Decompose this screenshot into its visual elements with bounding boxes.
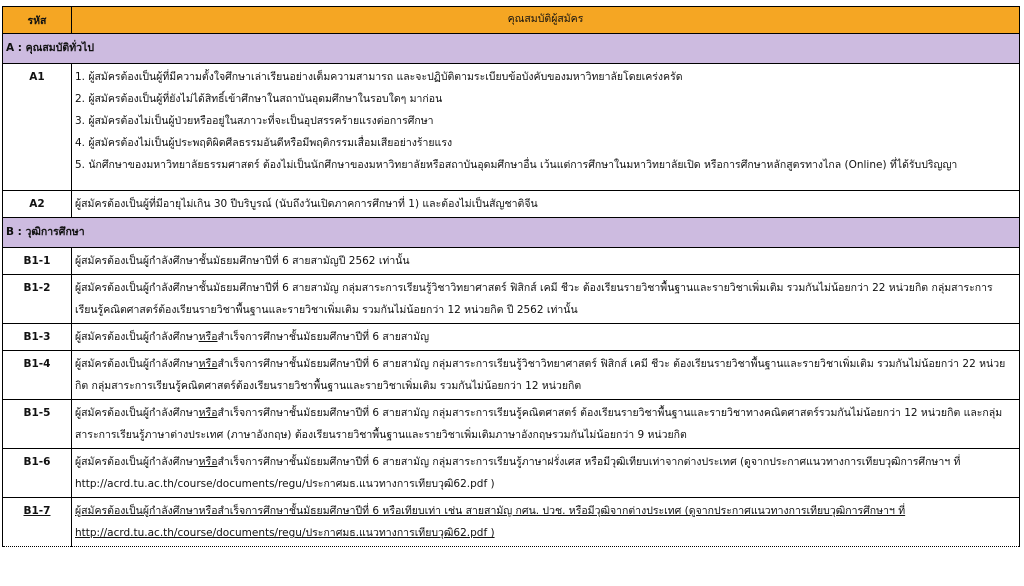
description-line: เรียนรู้คณิตศาสตร์ต้องเรียนรายวิชาพื้นฐานและรายวิชาเพิ่มเติม รวมกันไม่น้อยกว่า 12 หน่วยกิต ปี 2562 เท่านั้น <box>75 304 578 316</box>
row-code: B1-1 <box>3 248 72 275</box>
row-code: B1-5 <box>3 400 72 449</box>
description-line <box>75 353 1016 375</box>
row-description <box>72 275 1020 324</box>
description-line <box>75 326 1016 348</box>
row-description: ผู้สมัครต้องเป็นผู้กำลังศึกษาชั้นมัธยมศึกษาปีที่ 6 สายสามัญปี 2562 เท่านั้น <box>72 248 1020 275</box>
text-part: สำเร็จการศึกษาชั้นมัธยมศึกษาปีที่ 6 สายสามัญ กลุ่มสาระการเรียนรู้วิชาวิทยาศาสตร์ ฟิสิกส์ เคมี ชีวะ ต้องเรียนรายวิชาพื้นฐานและรายวิชาเพิ่มเติม รวมกันไม่น้อยกว่า 22 หน่วย <box>217 358 1006 370</box>
row-description <box>72 351 1020 400</box>
criterion-line: 4. ผู้สมัครต้องไม่เป็นผู้ประพฤติผิดศีลธรรมอันดีหรือมีพฤติกรรมเสื่อมเสียอย่างร้ายแรง <box>75 137 453 149</box>
keyword-or: หรือ <box>198 407 218 419</box>
text-part: ผู้สมัครต้องเป็นผู้กำลังศึกษา <box>75 456 199 468</box>
row-code: A1 <box>3 64 72 191</box>
row-description <box>72 400 1020 449</box>
table-row <box>3 449 1020 498</box>
row-code: B1-7 <box>3 498 72 547</box>
table-row <box>3 248 1020 275</box>
row-description <box>72 498 1020 547</box>
table-row <box>3 324 1020 351</box>
keyword-or: หรือ <box>198 456 218 468</box>
text-part: ผู้สมัครต้องเป็นผู้กำลังศึกษา <box>75 407 199 419</box>
table-row <box>3 498 1020 547</box>
section-a-title: A : คุณสมบัติทั่วไป <box>3 34 1020 64</box>
header-title: คุณสมบัติผู้สมัคร <box>72 7 1020 34</box>
criterion-line: 3. ผู้สมัครต้องไม่เป็นผู้ป่วยหรืออยู่ในสภาวะที่จะเป็นอุปสรรคร้ายแรงต่อการศึกษา <box>75 115 434 127</box>
description-line: http://acrd.tu.ac.th/course/documents/regu/ประกาศมธ.แนวทางการเทียบวุฒิ62.pdf ) <box>75 478 495 490</box>
description-line <box>75 451 1016 473</box>
table-row <box>3 64 1020 191</box>
criterion-line: 5. นักศึกษาของมหาวิทยาลัยธรรมศาสตร์ ต้องไม่เป็นนักศึกษาของมหาวิทยาลัยหรือสถาบันอุดมศึกษาอื่น เว้นแต่การศึกษาในมหาวิทยาลัยเปิด หรือการศึกษาหลักสูตรทางไกล (Online) ที่ได้รับปริญญา <box>75 159 958 171</box>
text-part: ผู้สมัครต้องเป็นผู้กำลังศึกษา <box>75 331 199 343</box>
row-code: A2 <box>3 191 72 218</box>
text-part: ผู้สมัครต้องเป็นผู้กำลังศึกษา <box>75 358 199 370</box>
table-row <box>3 400 1020 449</box>
row-description <box>72 449 1020 498</box>
description-line: ผู้สมัครต้องเป็นผู้กำลังศึกษาหรือสำเร็จการศึกษาชั้นมัธยมศึกษาปีที่ 6 หรือเทียบเท่า เช่น สายสามัญ กศน. ปวช. หรือมีวุฒิจากต่างประเทศ (ดูจากประกาศแนวทางการเทียบวุฒิการศึกษาฯ ที่ <box>75 505 906 517</box>
table-header-row <box>3 7 1020 34</box>
description-line: ผู้สมัครต้องเป็นผู้กำลังศึกษาชั้นมัธยมศึกษาปีที่ 6 สายสามัญ กลุ่มสาระการเรียนรู้วิชาวิทยาศาสตร์ ฟิสิกส์ เคมี ชีวะ ต้องเรียนรายวิชาพื้นฐานและรายวิชาเพิ่มเติม รวมกันไม่น้อยกว่า 22 หน่วยกิต กลุ่มสาระการ <box>75 282 993 294</box>
text-part: สำเร็จการศึกษาชั้นมัธยมศึกษาปีที่ 6 สายสามัญ กลุ่มสาระการเรียนรู้ภาษาฝรั่งเศส หรือมีวุฒิเทียบเท่าจากต่างประเทศ (ดูจากประกาศแนวทางการเทียบวุฒิการศึกษาฯ ที่ <box>217 456 961 468</box>
section-a-row <box>3 34 1020 64</box>
row-code: B1-3 <box>3 324 72 351</box>
row-description <box>72 64 1020 191</box>
row-code: B1-2 <box>3 275 72 324</box>
criterion-line: 1. ผู้สมัครต้องเป็นผู้ที่มีความตั้งใจศึกษาเล่าเรียนอย่างเต็มความสามารถ และจะปฏิบัติตามระเบียบข้อบังคับของมหาวิทยาลัยโดยเคร่งครัด <box>75 71 683 83</box>
description-line <box>75 402 1016 424</box>
keyword-or: หรือ <box>198 331 218 343</box>
keyword-or: หรือ <box>198 358 218 370</box>
row-description: ผู้สมัครต้องเป็นผู้ที่มีอายุไม่เกิน 30 ปีบริบูรณ์ (นับถึงวันเปิดภาคการศึกษาที่ 1) และต้องไม่เป็นสัญชาติจีน <box>72 191 1020 218</box>
table-row <box>3 275 1020 324</box>
section-b-row <box>3 218 1020 248</box>
row-code: B1-6 <box>3 449 72 498</box>
row-description <box>72 324 1020 351</box>
table-row <box>3 351 1020 400</box>
header-code: รหัส <box>3 7 72 34</box>
criterion-line: 2. ผู้สมัครต้องเป็นผู้ที่ยังไม่ได้สิทธิ์เข้าศึกษาในสถาบันอุดมศึกษาในรอบใดๆ มาก่อน <box>75 93 443 105</box>
row-code: B1-4 <box>3 351 72 400</box>
table-row <box>3 191 1020 218</box>
description-line: http://acrd.tu.ac.th/course/documents/regu/ประกาศมธ.แนวทางการเทียบวุฒิ62.pdf ) <box>75 527 495 539</box>
text-part: สำเร็จการศึกษาชั้นมัธยมศึกษาปีที่ 6 สายสามัญ กลุ่มสาระการเรียนรู้คณิตศาสตร์ ต้องเรียนรายวิชาพื้นฐานและรายวิชาทางคณิตศาสตร์รวมกันไม่น้อยกว่า 12 หน่วยกิต และกลุ่ม <box>217 407 1003 419</box>
text-part: สำเร็จการศึกษาชั้นมัธยมศึกษาปีที่ 6 สายสามัญ <box>217 331 430 343</box>
qualification-table <box>2 6 1020 547</box>
description-line: กิต กลุ่มสาระการเรียนรู้คณิตศาสตร์ต้องเรียนรายวิชาพื้นฐานและรายวิชาเพิ่มเติม รวมกันไม่น้อยกว่า 12 หน่วยกิต <box>75 380 582 392</box>
section-b-title: B : วุฒิการศึกษา <box>3 218 1020 248</box>
description-line: สาระการเรียนรู้ภาษาต่างประเทศ (ภาษาอังกฤษ) ต้องเรียนรายวิชาพื้นฐานและรายวิชาเพิ่มเติมภาษาอังกฤษรวมกันไม่น้อยกว่า 9 หน่วยกิต <box>75 429 687 441</box>
